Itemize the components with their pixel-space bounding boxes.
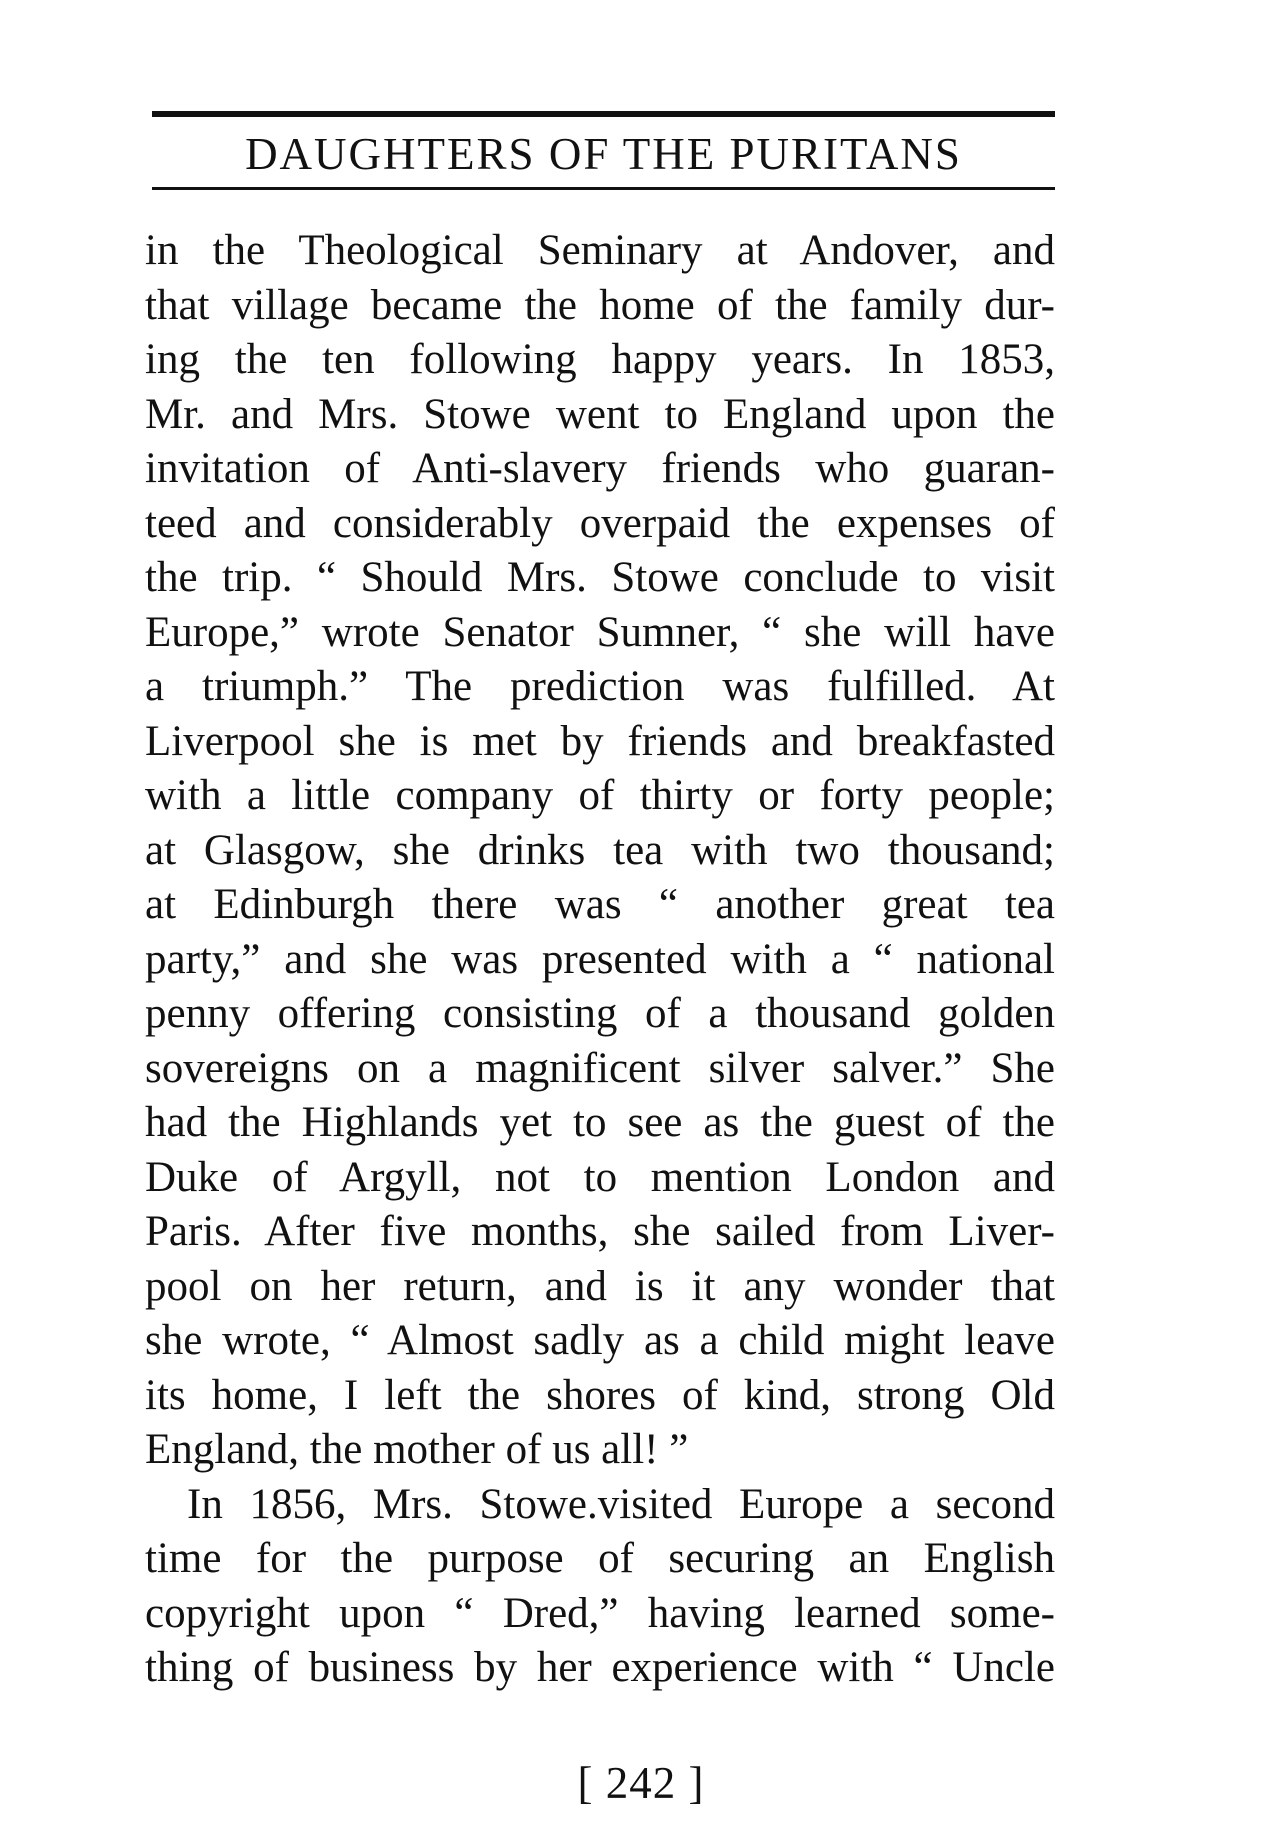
text-line: party,” and she was presented with a “ national: [145, 935, 1055, 983]
text-line: Liverpool she is met by friends and breakfasted: [145, 717, 1055, 765]
text-line: in the Theological Seminary at Andover, and: [145, 227, 1055, 274]
text-line: Europe,” wrote Senator Sumner, “ she will have: [145, 608, 1055, 656]
running-head: DAUGHTERS OF THE PURITANS: [245, 129, 962, 179]
text-line: a triumph.” The prediction was fulfilled. At: [145, 663, 1055, 710]
text-line: ing the ten following happy years. In 1853,: [145, 336, 1055, 383]
text-line: at Glasgow, she drinks tea with two thousand;: [145, 826, 1055, 874]
text-line: invitation of Anti-slavery friends who guaran-: [145, 445, 1055, 492]
text-line: sovereigns on a magnificent silver salver.” She: [145, 1044, 1055, 1092]
text-line: thing of business by her experience with “ Uncle: [145, 1644, 1055, 1691]
text-line: Mr. and Mrs. Stowe went to England upon the: [145, 390, 1055, 438]
text-line: teed and considerably overpaid the expenses of: [145, 499, 1055, 547]
text-line: time for the purpose of securing an English: [145, 1535, 1055, 1582]
header-rule-top: [152, 111, 1055, 117]
paragraph-end-line: England, the mother of us all! ”: [145, 1426, 689, 1473]
text-line: the trip. “ Should Mrs. Stowe conclude to visit: [145, 554, 1055, 601]
text-line: its home, I left the shores of kind, strong Old: [145, 1371, 1055, 1419]
text-line: had the Highlands yet to see as the guest of the: [145, 1099, 1055, 1146]
text-line: copyright upon “ Dred,” having learned some-: [145, 1589, 1055, 1637]
body-text: [145, 224, 1055, 1696]
text-line: Paris. After five months, she sailed from Liver-: [145, 1208, 1055, 1255]
text-line: pool on her return, and is it any wonder that: [145, 1262, 1055, 1310]
paragraph-start-line: In 1856, Mrs. Stowe.visited Europe a second: [187, 1480, 1055, 1528]
text-line: Duke of Argyll, not to mention London and: [145, 1153, 1055, 1201]
text-line: she wrote, “ Almost sadly as a child might leave: [145, 1317, 1055, 1364]
page-number: [ 242 ]: [577, 1758, 705, 1808]
text-line: at Edinburgh there was “ another great tea: [145, 881, 1055, 928]
text-line: penny offering consisting of a thousand golden: [145, 990, 1055, 1037]
text-line: that village became the home of the family dur-: [145, 281, 1055, 329]
text-line: with a little company of thirty or forty people;: [145, 772, 1055, 819]
header-rule-bottom: [152, 187, 1055, 190]
